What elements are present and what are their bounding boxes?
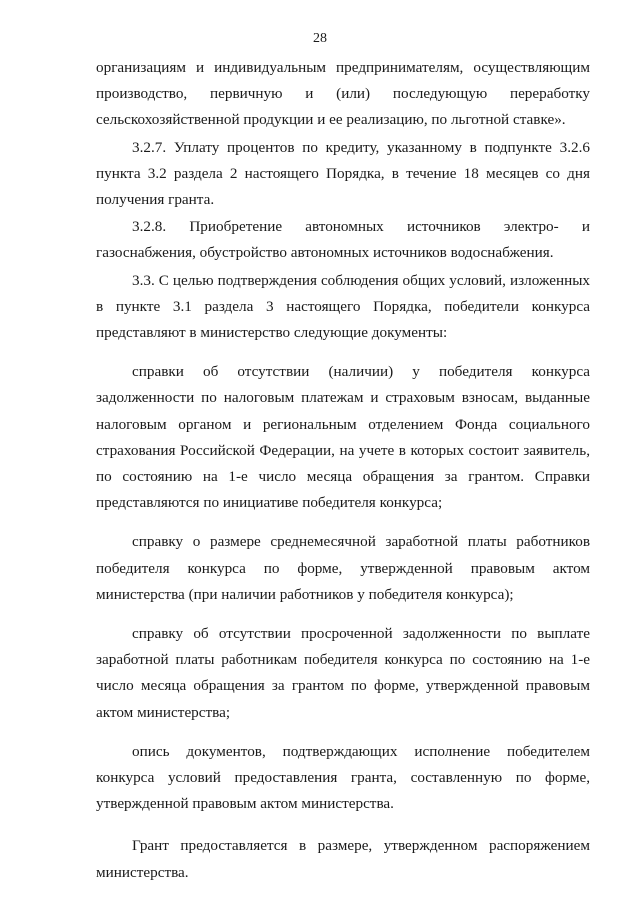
list-item-salary-certificate: справку о размере среднемесячной заработной платы работников победителя конкурса по форме, утвержденной правовым актом министерства (при наличии работников у победителя конкурса); [96,533,590,603]
paragraph-3-2-7: 3.2.7. Уплату процентов по кредиту, указанному в подпункте 3.2.6 пункта 3.2 раздела 2 настоящего Порядка, в течение 18 месяцев со дня получения гранта. [96,138,590,209]
list-item-arrears-certificate: справку об отсутствии просроченной задолженности по выплате заработной платы работникам победителя конкурса по состоянию на 1-е число месяца обращения за грантом по форме, утвержденной правовым актом министерства; [96,625,590,721]
paragraph-continuation: организациям и индивидуальным предпринимателям, осуществляющим производство, первичную и (или) последующую переработку сельскохозяйственной продукции и ее реализацию, по льготной ставке». [96,59,590,129]
list-item-tax-certificates: справки об отсутствии (наличии) у победителя конкурса задолженности по налоговым платежам и страховым взносам, выданные налоговым органом и региональным отделением Фонда социального страхования Российской Федерации, на учете в которых состоит заявитель, по состоянию на 1-е число месяца обращения за грантом. Справки представляются по инициативе победителя конкурса; [96,363,590,512]
paragraph-grant-amount: Грант предоставляется в размере, утвержденном распоряжением министерства. [96,837,590,881]
paragraph-3-2-8: 3.2.8. Приобретение автономных источников электро- и газоснабжения, обустройство автономных источников водоснабжения. [96,218,590,262]
document-body [96,55,590,886]
page-number: 28 [313,31,327,46]
paragraph-3-3: 3.3. С целью подтверждения соблюдения общих условий, изложенных в пункте 3.1 раздела 3 настоящего Порядка, победители конкурса представляют в министерство следующие документы: [96,271,590,342]
list-item-document-inventory: опись документов, подтверждающих исполнение победителем конкурса условий предоставления гранта, составленную по форме, утвержденной правовым актом министерства. [96,742,590,813]
